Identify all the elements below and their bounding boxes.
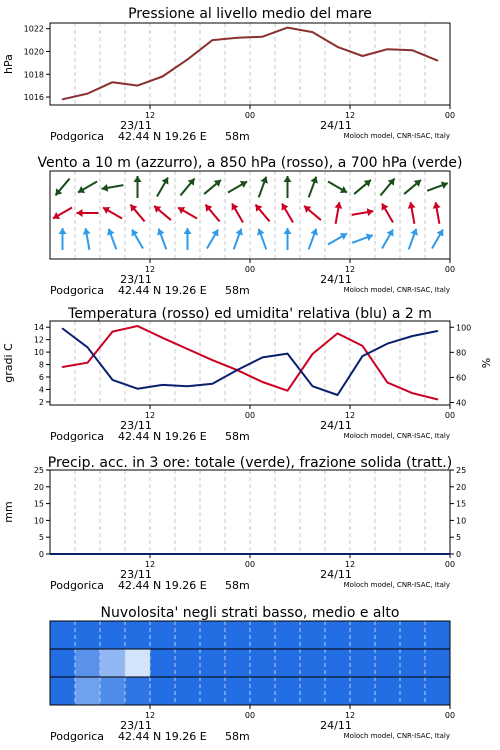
wind-arrow: [334, 202, 342, 224]
cloud-cell: [350, 677, 376, 706]
time-tick-label: 00: [244, 711, 256, 720]
time-tick-label: 00: [244, 265, 256, 274]
wind-arrow: [328, 182, 347, 193]
cloud-cell: [250, 677, 276, 706]
humidity-line-point: [87, 347, 89, 349]
y-tick-label: 20: [33, 482, 44, 492]
cloud-cell: [375, 677, 401, 706]
temperature-line-point: [62, 366, 64, 368]
wind-arrow: [83, 228, 91, 250]
cloud-cell: [300, 649, 326, 678]
cloud-cell: [375, 649, 401, 678]
date-label: 23/11: [120, 568, 152, 581]
cloud-cell: [200, 649, 226, 678]
pressure-line-point: [437, 60, 439, 62]
pressure-line-point: [337, 46, 339, 48]
wind-arrow: [134, 176, 142, 198]
time-tick-label: 12: [144, 111, 156, 120]
location-elevation: 58m: [225, 730, 250, 743]
y-tick-label: 0: [38, 550, 44, 559]
cloud-cell: [425, 621, 451, 650]
cloud-cell: [275, 649, 301, 678]
cloud-cell: [300, 677, 326, 706]
y-axis-label: gradi C: [2, 343, 15, 383]
wind-arrow: [180, 179, 194, 196]
wind-arrow: [309, 229, 318, 250]
date-label: 23/11: [120, 273, 152, 286]
y-tick-label: 2: [38, 397, 44, 407]
wind-arrow-head: [59, 228, 67, 234]
y-tick-label: 8: [38, 360, 44, 370]
location-coords: 42.44 N 19.26 E: [118, 430, 207, 443]
wind-arrow-head: [184, 228, 192, 234]
cloud-cell: [125, 649, 151, 678]
location-name: Podgorica: [50, 430, 105, 443]
wind-arrow: [382, 229, 393, 248]
y-axis-label: %: [480, 357, 493, 369]
time-tick-label: 12: [344, 560, 356, 569]
wind-arrow-head: [284, 228, 292, 234]
temperature-line-point: [362, 345, 364, 347]
wind-arrow: [257, 229, 266, 250]
cloud-cell: [50, 621, 76, 650]
y-tick-label-right: 10: [456, 516, 467, 526]
humidity-line-point: [412, 335, 414, 337]
time-tick-label: 00: [244, 411, 256, 420]
cloud-cell: [400, 677, 426, 706]
wind-arrow: [78, 182, 97, 193]
time-tick-label: 12: [344, 711, 356, 720]
wind-arrow: [427, 182, 448, 191]
date-label: 23/11: [120, 119, 152, 132]
pressure-line-point: [162, 76, 164, 78]
wind-arrow: [107, 229, 116, 250]
temperature-line-point: [87, 362, 89, 364]
y-tick-label-right: 20: [456, 482, 467, 492]
wind-arrow: [232, 203, 243, 222]
temperature-line-point: [212, 359, 214, 361]
wind-arrow: [178, 207, 197, 218]
temperature-line-point: [137, 325, 139, 327]
wind-arrow: [282, 203, 293, 222]
temperature-line-point: [112, 331, 114, 333]
cloud-cell: [250, 621, 276, 650]
y-tick-label: 4: [38, 385, 44, 395]
temperature-humidity-panel: [2, 306, 493, 443]
time-tick-label: 12: [344, 265, 356, 274]
cloud-cell: [225, 649, 251, 678]
y-tick-label-right: 80: [456, 348, 467, 358]
temperature-line-point: [262, 381, 264, 383]
cloud-cell: [250, 649, 276, 678]
humidity-line-point: [62, 328, 64, 330]
wind-arrow-head: [134, 176, 142, 182]
cloud-cell: [400, 621, 426, 650]
y-tick-label-right: 15: [456, 499, 467, 509]
location-name: Podgorica: [50, 730, 105, 743]
y-tick-label: 1022: [23, 24, 44, 34]
temperature-line-point: [187, 348, 189, 350]
humidity-line-point: [312, 385, 314, 387]
pressure-line-point: [87, 93, 89, 95]
wind-arrow: [234, 229, 243, 250]
y-tick-label-right: 100: [456, 323, 472, 333]
y-tick-label-right: 0: [456, 550, 462, 559]
y-axis-label: mm: [2, 501, 15, 523]
wind-arrow: [204, 180, 221, 194]
cloud-cell: [100, 621, 126, 650]
cloud-cell: [325, 677, 351, 706]
wind-arrow: [184, 228, 192, 250]
cloud-cover-panel: [50, 605, 455, 743]
cloud-cell: [175, 649, 201, 678]
cloud-cell: [75, 649, 101, 678]
time-tick-label: 12: [144, 711, 156, 720]
location-name: Podgorica: [50, 130, 105, 143]
wind-arrow: [207, 229, 218, 248]
temperature-line-point: [162, 337, 164, 339]
wind-arrow: [328, 233, 347, 244]
cloud-cell: [75, 621, 101, 650]
plot-frame: [50, 23, 450, 105]
cloud-cell: [150, 677, 176, 706]
pressure-line-point: [387, 48, 389, 50]
panel-title: Nuvolosita' negli strati basso, medio e alto: [100, 605, 400, 621]
location-elevation: 58m: [225, 130, 250, 143]
cloud-cell: [425, 649, 451, 678]
humidity-line-point: [337, 394, 339, 396]
temperature-line-point: [337, 333, 339, 335]
pressure-line-point: [262, 36, 264, 38]
model-credit: Moloch model, CNR-ISAC, Italy: [343, 132, 450, 140]
y-tick-label: 12: [33, 335, 44, 345]
y-tick-label: 1018: [23, 70, 44, 80]
humidity-line-point: [262, 357, 264, 359]
time-tick-label: 00: [444, 560, 456, 569]
y-tick-label: 6: [38, 373, 44, 382]
cloud-cell: [125, 677, 151, 706]
y-axis-label: hPa: [2, 54, 15, 74]
time-tick-label: 12: [344, 111, 356, 120]
y-tick-label: 5: [38, 533, 44, 543]
y-tick-label: 1016: [23, 93, 44, 103]
model-credit: Moloch model, CNR-ISAC, Italy: [343, 432, 450, 440]
pressure-panel: [2, 6, 455, 143]
humidity-line-point: [237, 369, 239, 371]
wind-arrow: [382, 203, 393, 222]
location-name: Podgorica: [50, 579, 105, 592]
pressure-line-point: [212, 39, 214, 41]
cloud-cell: [200, 621, 226, 650]
cloud-cell: [350, 649, 376, 678]
wind-arrow: [103, 207, 122, 218]
cloud-cell: [325, 621, 351, 650]
time-tick-label: 00: [444, 111, 456, 120]
temperature-line-point: [437, 399, 439, 401]
date-label: 24/11: [320, 419, 352, 432]
pressure-line-point: [412, 50, 414, 52]
date-label: 23/11: [120, 419, 152, 432]
location-elevation: 58m: [225, 579, 250, 592]
wind-arrow: [354, 180, 371, 194]
wind-arrow: [77, 209, 99, 217]
y-tick-label-right: 25: [456, 466, 467, 475]
cloud-cell: [75, 677, 101, 706]
wind-arrow: [404, 180, 421, 194]
cloud-cell: [400, 649, 426, 678]
time-tick-label: 00: [444, 265, 456, 274]
humidity-line-point: [137, 388, 139, 390]
cloud-cell: [275, 677, 301, 706]
y-tick-label: 15: [33, 499, 44, 509]
cloud-cell: [100, 677, 126, 706]
humidity-line-point: [287, 353, 289, 355]
temperature-line-point: [412, 392, 414, 394]
temperature-line-point: [287, 390, 289, 392]
time-tick-label: 12: [144, 411, 156, 420]
wind-arrow: [132, 229, 143, 248]
location-elevation: 58m: [225, 430, 250, 443]
panel-title: Pressione al livello medio del mare: [128, 6, 372, 22]
panel-title: Vento a 10 m (azzurro), a 850 hPa (rosso), a 700 hPa (verde): [37, 155, 463, 171]
location-coords: 42.44 N 19.26 E: [118, 579, 207, 592]
cloud-cell: [350, 621, 376, 650]
time-tick-label: 00: [244, 560, 256, 569]
date-label: 24/11: [320, 568, 352, 581]
y-tick-label-right: 5: [456, 533, 462, 543]
cloud-cell: [50, 677, 76, 706]
humidity-line-point: [387, 343, 389, 345]
y-tick-label: 10: [33, 348, 44, 358]
wind-arrow: [352, 234, 373, 243]
temperature-line-point: [312, 353, 314, 355]
pressure-line-point: [137, 85, 139, 87]
panel-title: Precip. acc. in 3 ore: totale (verde), frazione solida (tratt.): [47, 455, 453, 471]
location-coords: 42.44 N 19.26 E: [118, 284, 207, 297]
humidity-line-point: [437, 330, 439, 332]
pressure-line-point: [287, 27, 289, 29]
wind-arrow: [228, 181, 247, 192]
cloud-cell: [225, 621, 251, 650]
wind-arrow: [157, 229, 166, 250]
wind-arrow: [205, 205, 219, 222]
cloud-cell: [125, 621, 151, 650]
wind-arrow: [284, 228, 292, 250]
y-tick-label-right: 40: [456, 398, 467, 408]
time-tick-label: 00: [444, 411, 456, 420]
time-tick-label: 12: [344, 411, 356, 420]
wind-arrow: [409, 229, 418, 250]
wind-arrow: [255, 205, 269, 222]
cloud-cell: [150, 649, 176, 678]
wind-arrow: [352, 208, 374, 216]
humidity-line-point: [187, 385, 189, 387]
location-coords: 42.44 N 19.26 E: [118, 130, 207, 143]
location-elevation: 58m: [225, 284, 250, 297]
y-tick-label: 14: [33, 323, 44, 333]
date-label: 24/11: [320, 719, 352, 732]
wind-arrow: [154, 206, 171, 220]
time-tick-label: 00: [244, 111, 256, 120]
location-name: Podgorica: [50, 284, 105, 297]
cloud-cell: [275, 621, 301, 650]
location-coords: 42.44 N 19.26 E: [118, 730, 207, 743]
date-label: 23/11: [120, 719, 152, 732]
model-credit: Moloch model, CNR-ISAC, Italy: [343, 581, 450, 589]
wind-arrow: [130, 205, 144, 222]
wind-arrow: [432, 229, 443, 248]
wind-arrow: [59, 228, 67, 250]
wind-arrow: [309, 177, 318, 198]
cloud-cell: [375, 621, 401, 650]
pressure-line-point: [187, 59, 189, 61]
wind-arrow: [304, 206, 321, 220]
pressure-line-point: [312, 31, 314, 33]
cloud-cell: [300, 621, 326, 650]
humidity-line-point: [112, 379, 114, 381]
pressure-line-point: [62, 99, 64, 101]
temperature-line-point: [387, 382, 389, 384]
cloud-cell: [200, 677, 226, 706]
wind-arrow: [380, 179, 394, 196]
wind-arrow: [55, 179, 69, 196]
wind-arrow: [102, 184, 124, 192]
y-tick-label: 25: [33, 466, 44, 475]
cloud-cell: [325, 649, 351, 678]
panel-title: Temperatura (rosso) ed umidita' relativa (blu) a 2 m: [68, 306, 432, 322]
date-label: 24/11: [320, 273, 352, 286]
model-credit: Moloch model, CNR-ISAC, Italy: [343, 732, 450, 740]
date-label: 24/11: [320, 119, 352, 132]
wind-arrow: [433, 202, 441, 224]
precipitation-panel: [2, 455, 466, 592]
pressure-line-point: [237, 37, 239, 39]
time-tick-label: 00: [444, 711, 456, 720]
model-credit: Moloch model, CNR-ISAC, Italy: [343, 286, 450, 294]
time-tick-label: 12: [144, 265, 156, 274]
cloud-cell: [225, 677, 251, 706]
wind-arrow: [53, 208, 72, 219]
wind-arrow: [157, 177, 168, 196]
wind-arrow: [284, 176, 292, 198]
wind-arrow-head: [77, 209, 83, 217]
cloud-cell: [175, 621, 201, 650]
pressure-line-point: [362, 55, 364, 57]
wind-arrow: [408, 202, 416, 224]
humidity-line-point: [362, 355, 364, 357]
wind-arrow: [259, 177, 268, 198]
cloud-cell: [175, 677, 201, 706]
wind-panel: [37, 155, 462, 297]
wind-arrow-head: [284, 176, 292, 182]
cloud-cell: [150, 621, 176, 650]
cloud-cell: [425, 677, 451, 706]
time-tick-label: 12: [144, 560, 156, 569]
humidity-line-point: [212, 383, 214, 385]
y-tick-label-right: 60: [456, 373, 467, 383]
humidity-line-point: [162, 384, 164, 386]
cloud-cell: [100, 649, 126, 678]
y-tick-label: 10: [33, 516, 44, 526]
cloud-cell: [50, 649, 76, 678]
pressure-line-point: [112, 81, 114, 83]
y-tick-label: 1020: [23, 47, 44, 57]
